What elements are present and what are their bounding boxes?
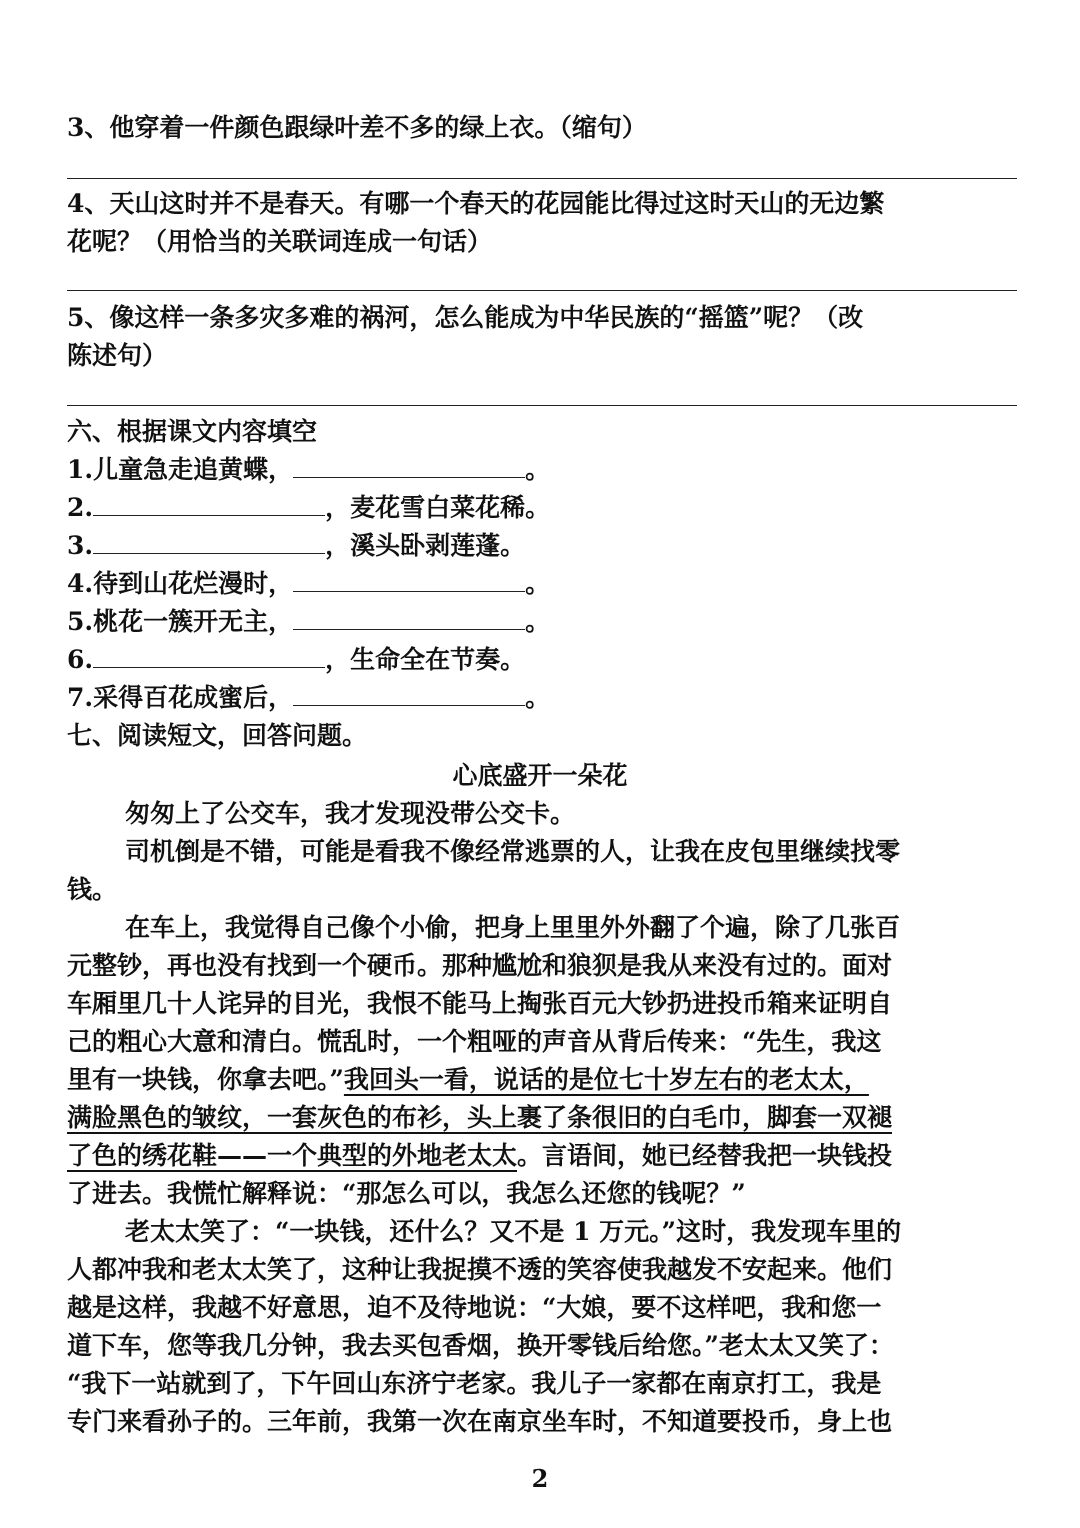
fill-item-prefix: 5.桃花一簇开无主， (67, 607, 294, 636)
section-7-heading: 七、阅读短文，回答问题。 (67, 721, 368, 750)
fill-item-prefix: 2. (67, 493, 94, 522)
question-3: 3、他穿着一件颜色跟绿叶差不多的绿上衣。（缩句） (67, 113, 647, 142)
fill-blank-2[interactable] (93, 491, 325, 516)
section-6-heading: 六、根据课文内容填空 (67, 417, 318, 446)
passage-paragraph-3-line3: 车厢里几十人诧异的目光，我恨不能马上掏张百元大钞扔进投币箱来证明自 (67, 989, 893, 1018)
page-number: 2 (531, 1464, 549, 1493)
passage-paragraph-1: 匆匆上了公交车，我才发现没带公交卡。 (125, 799, 576, 828)
fill-item-6 (67, 640, 525, 676)
fill-item-prefix: 7.采得百花成蜜后， (67, 683, 294, 712)
passage-paragraph-3-line1: 在车上，我觉得自己像个小偷，把身上里里外外翻了个遍，除了几张百 (125, 913, 901, 942)
passage-paragraph-4-line5: “我下一站就到了，下午回山东济宁老家。我儿子一家都在南京打工，我是 (67, 1369, 882, 1398)
fill-item-prefix: 6. (67, 645, 94, 674)
passage-paragraph-2-line2: 钱。 (67, 875, 118, 904)
fill-blank-7[interactable] (293, 681, 525, 706)
underlined-description: 了色的绣花鞋——一个典型的外地老太太 (67, 1141, 518, 1170)
fill-item-suffix: ，溪头卧剥莲蓬。 (325, 531, 526, 560)
fill-item-prefix: 4.待到山花烂漫时， (67, 569, 294, 598)
passage-paragraph-4-line1: 老太太笑了：“一块钱，还什么？又不是 1 万元。”这时，我发现车里的 (125, 1217, 902, 1246)
fill-blank-3[interactable] (93, 529, 325, 554)
fill-blank-4[interactable] (293, 567, 525, 592)
passage-paragraph-3-line7 (67, 1136, 892, 1172)
passage-paragraph-3-line8: 了进去。我慌忙解释说：“那怎么可以，我怎么还您的钱呢？” (67, 1179, 746, 1208)
answer-line-4[interactable] (67, 290, 1017, 291)
underlined-description: 我回头一看，说话的是位七十岁左右的老太太， (343, 1065, 869, 1094)
fill-blank-5[interactable] (293, 605, 525, 630)
fill-blank-6[interactable] (93, 643, 325, 668)
passage-paragraph-4-line6: 专门来看孙子的。三年前，我第一次在南京坐车时，不知道要投币，身上也 (67, 1407, 893, 1436)
fill-item-2 (67, 488, 550, 524)
answer-line-3[interactable] (67, 178, 1017, 179)
passage-paragraph-3-line5 (67, 1060, 869, 1096)
fill-item-1 (67, 450, 550, 486)
fill-item-prefix: 1.儿童急走追黄蝶， (67, 455, 294, 484)
question-5-line1: 5、像这样一条多灾多难的祸河，怎么能成为中华民族的“摇篮”呢？（改 (67, 303, 864, 332)
question-4-line1: 4、天山这时并不是春天。有哪一个春天的花园能比得过这时天山的无边繁 (67, 189, 885, 218)
question-5-line2: 陈述句） (67, 341, 168, 370)
fill-blank-1[interactable] (293, 453, 525, 478)
answer-line-5[interactable] (67, 405, 1017, 406)
fill-item-3 (67, 526, 525, 562)
passage-paragraph-3-line2: 元整钞，再也没有找到一个硬币。那种尴尬和狼狈是我从来没有过的。面对 (67, 951, 893, 980)
passage-text: 。言语间，她已经替我把一块钱投 (517, 1141, 893, 1170)
fill-item-4 (67, 564, 550, 600)
fill-item-suffix: 。 (525, 683, 551, 712)
fill-item-suffix: 。 (525, 569, 551, 598)
fill-item-suffix: ，生命全在节奏。 (325, 645, 526, 674)
passage-paragraph-4-line2: 人都冲我和老太太笑了，这种让我捉摸不透的笑容使我越发不安起来。他们 (67, 1255, 893, 1284)
fill-item-suffix: 。 (525, 607, 551, 636)
fill-item-suffix: 。 (525, 455, 551, 484)
passage-paragraph-4-line4: 道下车，您等我几分钟，我去买包香烟，换开零钱后给您。”老太太又笑了： (67, 1331, 894, 1360)
fill-item-suffix: ，麦花雪白菜花稀。 (325, 493, 551, 522)
passage-paragraph-4-line3: 越是这样，我越不好意思，迫不及待地说：“大娘，要不这样吧，我和您一 (67, 1293, 882, 1322)
passage-title: 心底盛开一朵花 (452, 761, 628, 790)
passage-paragraph-3-line4: 己的粗心大意和清白。慌乱时，一个粗哑的声音从背后传来：“先生，我这 (67, 1027, 882, 1056)
fill-item-7 (67, 678, 550, 714)
fill-item-prefix: 3. (67, 531, 94, 560)
question-4-line2: 花呢？（用恰当的关联词连成一句话） (67, 227, 493, 256)
passage-paragraph-2-line1: 司机倒是不错，可能是看我不像经常逃票的人，让我在皮包里继续找零 (125, 837, 901, 866)
passage-text: 里有一块钱，你拿去吧。” (67, 1065, 344, 1094)
passage-paragraph-3-line6-underlined: 满脸黑色的皱纹，一套灰色的布衫，头上裹了条很旧的白毛巾，脚套一双褪 (67, 1103, 893, 1132)
fill-item-5 (67, 602, 550, 638)
